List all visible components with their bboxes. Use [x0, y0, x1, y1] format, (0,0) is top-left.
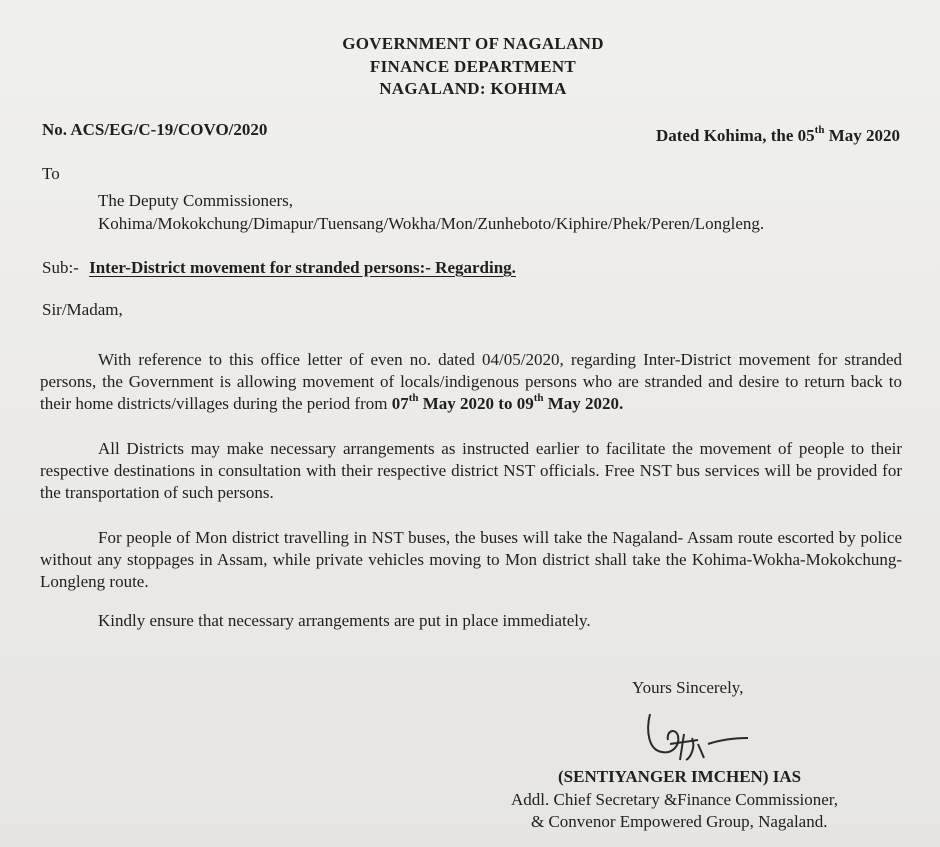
header-department: FINANCE DEPARTMENT — [369, 57, 577, 76]
reference-number: No. ACS/EG/C-19/COVO/2020 — [42, 120, 268, 139]
paragraph-1-end-sup: th — [533, 392, 544, 405]
subject-text: Inter-District movement for stranded persons:- Regarding. — [89, 258, 516, 277]
header-location: NAGALAND: KOHIMA — [379, 79, 567, 98]
paragraph-1-end: May 2020. — [543, 394, 624, 413]
date-suffix-sup: th — [814, 124, 825, 137]
paragraph-1-dates — [392, 394, 624, 413]
date-prefix: Dated Kohima, the 05 — [656, 126, 815, 145]
to-label: To — [42, 164, 60, 183]
paragraph-1-start-day: 07 — [391, 394, 409, 413]
paragraph-3: For people of Mon district travelling in NST buses, the buses will take the Nagaland- Assam route escorted by police without any stoppages in Assam, while private vehicles moving to Mon district shall take the Kohima-Wokha-Mokokchung-Longleng route. — [40, 528, 902, 591]
valediction: Yours Sincerely, — [632, 678, 744, 697]
paragraph-4: Kindly ensure that necessary arrangements are put in place immediately. — [98, 611, 591, 630]
subject-label: Sub:- — [42, 258, 79, 277]
signatory-title-2: & Convenor Empowered Group, Nagaland. — [531, 812, 828, 831]
paragraph-1 — [40, 349, 902, 415]
signatory-title-1: Addl. Chief Secretary &Finance Commissioner, — [511, 790, 838, 809]
addressee-districts: Kohima/Mokokchung/Dimapur/Tuensang/Wokha/Mon/Zunheboto/Kiphire/Phek/Peren/Longleng. — [98, 214, 765, 233]
signatory-name: (SENTIYANGER IMCHEN) IAS — [558, 767, 802, 786]
handwritten-signature — [640, 700, 760, 772]
paragraph-2: All Districts may make necessary arrangements as instructed earlier to facilitate the movement of people to their respective destinations in consultation with their respective district NST officials. Free NST bus services will be provided for the transportation of such persons. — [40, 439, 902, 502]
header-government: GOVERNMENT OF NAGALAND — [342, 34, 604, 53]
paragraph-1-start-sup: th — [408, 392, 419, 405]
addressee-title: The Deputy Commissioners, — [98, 191, 294, 210]
salutation: Sir/Madam, — [42, 300, 123, 319]
letter-date — [656, 126, 900, 146]
subject-line — [42, 258, 516, 278]
paragraph-1-text: With reference to this office letter of even no. dated 04/05/2020, regarding Inter-District movement for stranded persons, the Government is allowing movement of locals/indigenous persons who are stranded and desire to return back to their home districts/villages during the period from — [40, 350, 902, 413]
date-month-year: May 2020 — [824, 126, 900, 145]
paragraph-1-mid: May 2020 to 09 — [418, 394, 534, 413]
